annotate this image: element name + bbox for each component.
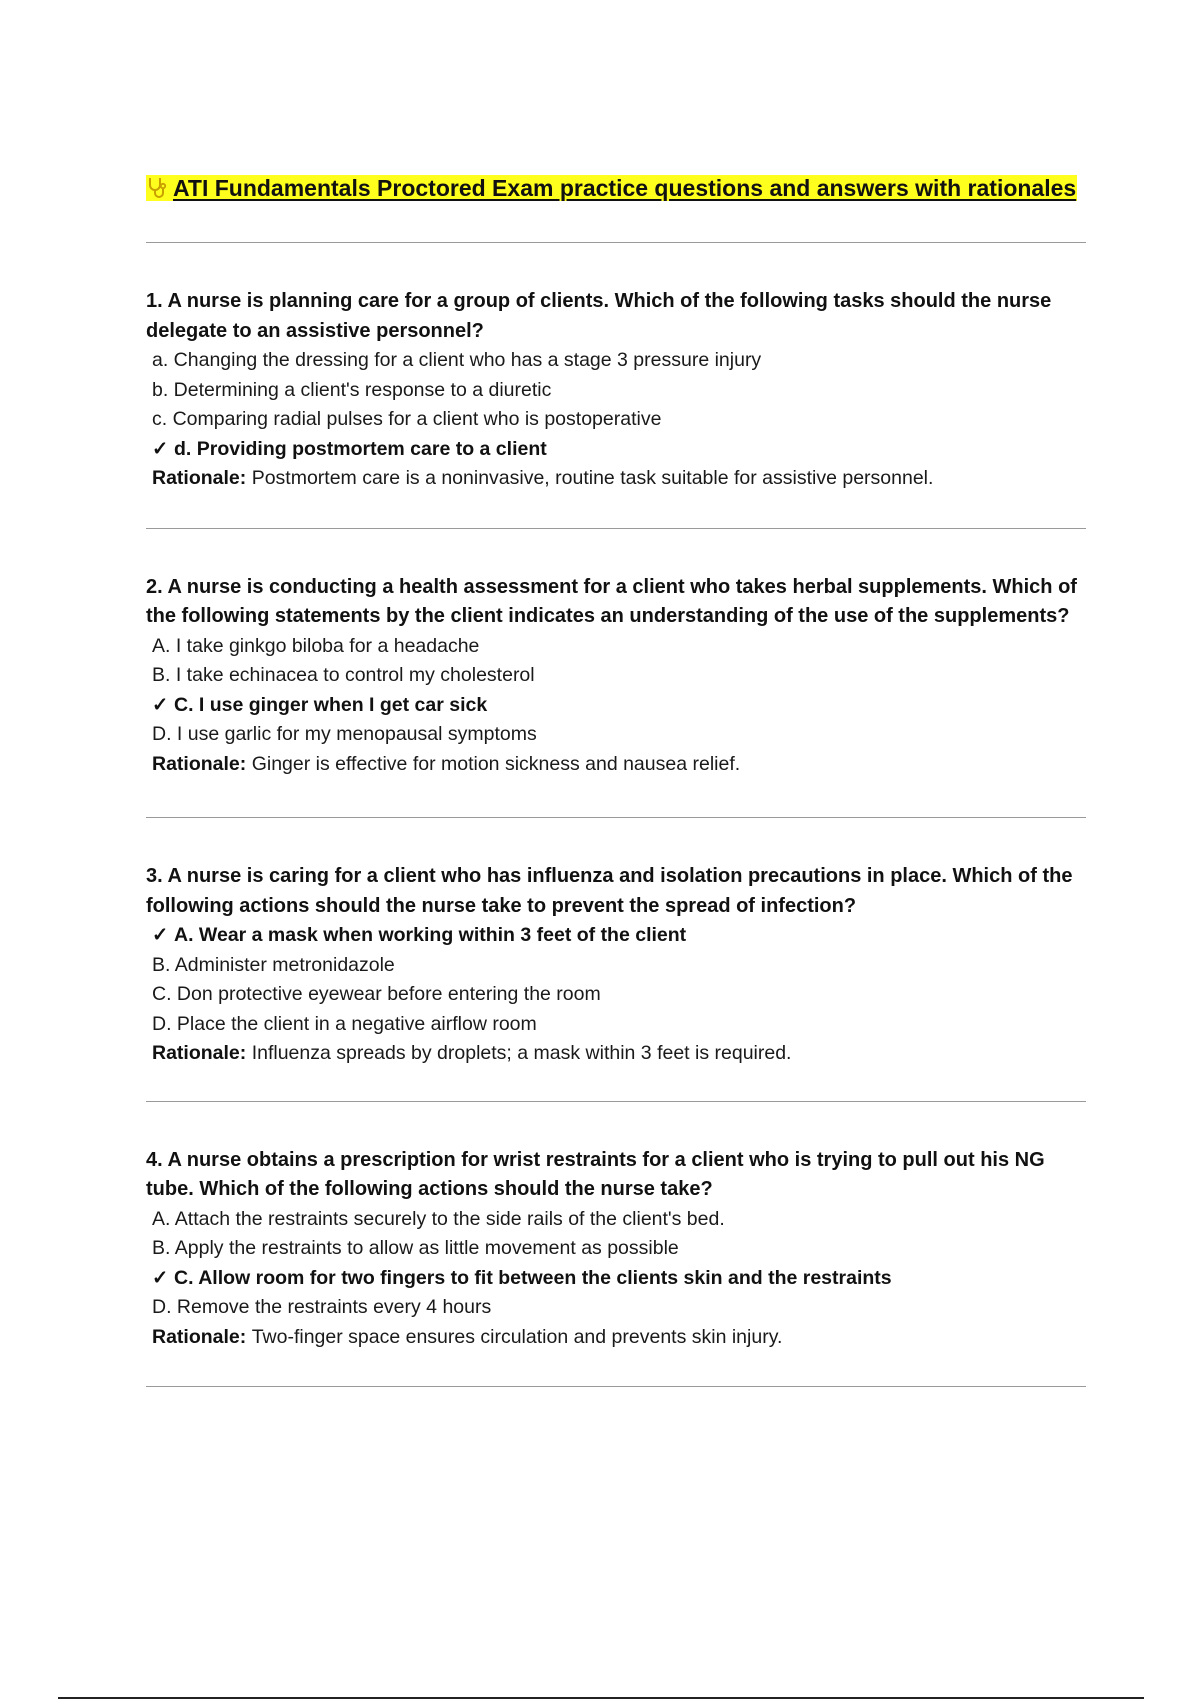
rationale-text [152,1323,1086,1353]
answer-option [152,346,1086,376]
section-divider [146,242,1086,243]
checkmark-icon: ✓ [152,1266,169,1289]
rationale-label: Rationale: [152,1325,252,1348]
option-text: a. Changing the dressing for a client who has a stage 3 pressure injury [152,349,762,371]
checkmark-icon: ✓ [152,924,169,946]
answer-option [152,1010,1086,1040]
title-highlight [146,175,1077,201]
option-text: C. I use ginger when I get car sick [174,693,488,716]
checkmark-icon: ✓ [152,693,169,716]
correct-answer-option [152,921,1086,951]
answer-option [152,980,1086,1010]
page-bottom-rule [58,1697,1144,1699]
option-text: B. Administer metronidazole [152,953,395,976]
section-divider [146,528,1086,529]
option-text: A. Wear a mask when working within 3 feet of the client [174,924,687,946]
rationale-text [152,750,1086,780]
option-text: D. Place the client in a negative airflow room [152,1012,537,1035]
option-text: D. I use garlic for my menopausal symptoms [152,723,537,745]
question-text: 2. A nurse is conducting a health assessment for a client who takes herbal supplements. Which of the following statements by the client indicates an understanding of the use of the supplements? [146,575,1077,627]
checkmark-icon: ✓ [152,437,169,460]
rationale-body: Postmortem care is a noninvasive, routine task suitable for assistive personnel. [251,467,934,489]
rationale-text [152,464,1086,494]
document-title [146,170,1086,208]
option-text: b. Determining a client's response to a diuretic [152,378,552,401]
correct-answer-option [152,435,1086,465]
rationale-body: Two-finger space ensures circulation and prevents skin injury. [251,1325,783,1348]
section-divider [146,1101,1086,1102]
option-text: d. Providing postmortem care to a client [174,437,547,460]
answer-option [152,661,1086,691]
option-text: C. Allow room for two fingers to fit between the clients skin and the restraints [174,1266,892,1289]
question-text: 4. A nurse obtains a prescription for wrist restraints for a client who is trying to pull out his NG tube. Which of the following actions should the nurse take? [146,1148,1045,1200]
option-text: c. Comparing radial pulses for a client who is postoperative [152,408,662,430]
rationale-label: Rationale: [152,467,252,489]
rationale-label: Rationale: [152,752,252,775]
answer-option [152,405,1086,435]
question-block [146,287,1086,494]
correct-answer-option [152,1264,1086,1294]
answer-option [152,1234,1086,1264]
option-text: B. I take echinacea to control my cholesterol [152,664,535,686]
document-page [146,170,1086,1387]
section-divider [146,1386,1086,1387]
answer-option [152,1293,1086,1323]
question-text: 3. A nurse is caring for a client who has influenza and isolation precautions in place. Which of the following actions should the nurse take to prevent the spread of infection? [146,865,1073,917]
title-text: ATI Fundamentals Proctored Exam practice questions and answers with rationales [173,175,1077,201]
option-text: A. I take ginkgo biloba for a headache [152,634,480,657]
section-divider [146,817,1086,818]
correct-answer-option [152,691,1086,721]
answer-option [152,1205,1086,1235]
answer-option [152,376,1086,406]
question-block [146,1146,1086,1353]
question-block [146,573,1086,780]
questions-list [146,242,1086,1387]
answer-option [152,720,1086,750]
stethoscope-icon [147,172,167,208]
question-block [146,862,1086,1069]
option-text: A. Attach the restraints securely to the side rails of the client's bed. [152,1207,725,1230]
rationale-text [152,1039,1086,1069]
rationale-body: Influenza spreads by droplets; a mask within 3 feet is required. [251,1042,792,1064]
rationale-body: Ginger is effective for motion sickness and nausea relief. [251,752,741,775]
option-text: D. Remove the restraints every 4 hours [152,1296,492,1318]
question-text: 1. A nurse is planning care for a group of clients. Which of the following tasks should the nurse delegate to an assistive personnel? [146,290,1052,342]
rationale-label: Rationale: [152,1042,252,1064]
answer-option [152,632,1086,662]
answer-option [152,951,1086,981]
option-text: B. Apply the restraints to allow as little movement as possible [152,1237,679,1259]
option-text: C. Don protective eyewear before entering the room [152,983,601,1005]
